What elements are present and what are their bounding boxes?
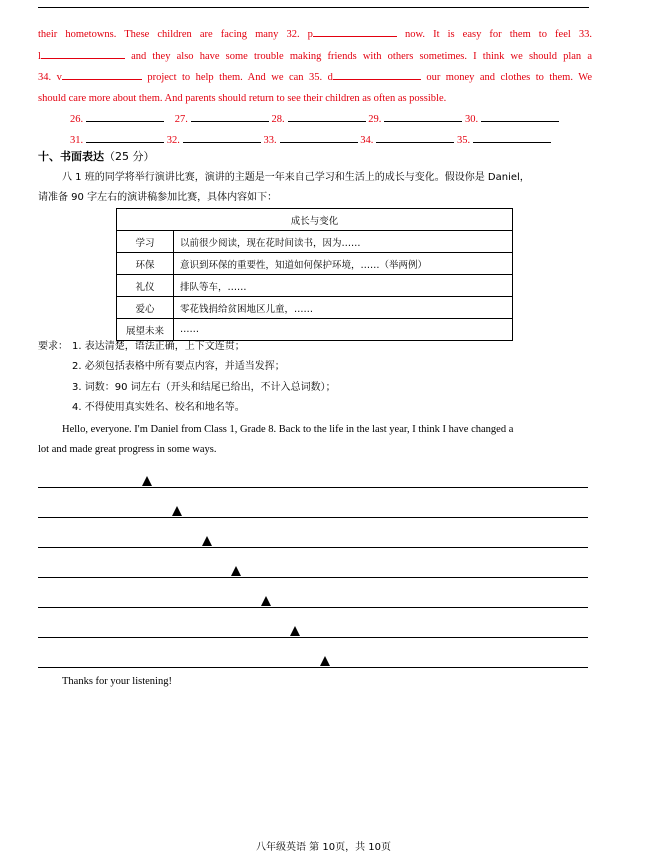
writing-line[interactable] xyxy=(38,547,588,548)
answer-blank[interactable]: 30. xyxy=(465,110,559,125)
answer-blank[interactable]: 27. xyxy=(175,110,269,125)
table-key: 环保 xyxy=(117,253,174,275)
blank-32[interactable] xyxy=(313,24,397,37)
answer-row-2 xyxy=(70,131,551,146)
table-key: 爱心 xyxy=(117,297,174,319)
writing-line[interactable] xyxy=(38,517,588,518)
requirement-item: 2. 必须包括表格中所有要点内容，并适当发挥； xyxy=(72,361,285,372)
answer-blank[interactable]: 32. xyxy=(167,131,261,146)
passage-line-4: should care more about them. And parents should return to see their children as often as possible. xyxy=(38,93,447,105)
section-title: 十、书面表达 xyxy=(38,150,104,163)
table-row xyxy=(117,253,513,275)
triangle-marker-icon xyxy=(290,626,300,636)
requirement-item: 4. 不得使用真实姓名、校名和地名等。 xyxy=(72,402,245,413)
table-value: 意识到环保的重要性，知道如何保护环境，……（举两例） xyxy=(174,253,513,275)
writing-line[interactable] xyxy=(38,637,588,638)
table-row xyxy=(117,231,513,253)
triangle-marker-icon xyxy=(142,476,152,486)
table-row xyxy=(117,297,513,319)
answer-blank[interactable]: 26. xyxy=(70,110,164,125)
section-heading xyxy=(38,148,155,164)
answer-blank[interactable]: 35. xyxy=(457,131,551,146)
triangle-marker-icon xyxy=(320,656,330,666)
answer-blank[interactable]: 33. xyxy=(264,131,358,146)
writing-line[interactable] xyxy=(38,667,588,668)
table-header: 成长与变化 xyxy=(117,209,513,231)
answer-blank[interactable]: 31. xyxy=(70,131,164,146)
cloze-passage xyxy=(38,24,592,110)
requirement-item: 1. 表达清楚，语法正确，上下文连贯； xyxy=(72,341,245,352)
table-row xyxy=(117,275,513,297)
table-key: 学习 xyxy=(117,231,174,253)
essay-opening-line-1: Hello, everyone. I'm Daniel from Class 1, Grade 8. Back to the life in the last year, I think I have changed a xyxy=(62,424,514,435)
triangle-marker-icon xyxy=(202,536,212,546)
table-header-row xyxy=(117,209,513,231)
table-value: 排队等车，…… xyxy=(174,275,513,297)
requirement-item: 3. 词数：90 词左右（开头和结尾已给出，不计入总词数）； xyxy=(72,382,336,393)
blank-35[interactable] xyxy=(333,67,421,80)
essay-closing: Thanks for your listening! xyxy=(62,676,172,687)
blank-34[interactable] xyxy=(62,67,142,80)
triangle-marker-icon xyxy=(261,596,271,606)
writing-line[interactable] xyxy=(38,577,588,578)
passage-line-3: 34. v project to help them. And we can 35. d our money and clothes to them. We xyxy=(38,67,592,89)
requirements-label: 要求： xyxy=(38,341,68,352)
triangle-marker-icon xyxy=(231,566,241,576)
prompt-line-1: 八 1 班的同学将举行演讲比赛，演讲的主题是一年来自己学习和生活上的成长与变化。假设你是 Daniel， xyxy=(62,172,530,183)
table-value: 以前很少阅读，现在花时间读书，因为…… xyxy=(174,231,513,253)
top-divider xyxy=(38,7,589,8)
prompt-line-2: 请准备 90 字左右的演讲稿参加比赛，具体内容如下： xyxy=(38,192,278,203)
answer-blank[interactable]: 28. xyxy=(272,110,366,125)
answer-blank[interactable]: 29. xyxy=(368,110,462,125)
table-key: 礼仪 xyxy=(117,275,174,297)
content-table xyxy=(116,208,513,341)
passage-line-2: l and they also have some trouble making friends with others sometimes. I think we should plan a xyxy=(38,46,592,68)
blank-33[interactable] xyxy=(41,46,125,59)
answer-blank[interactable]: 34. xyxy=(360,131,454,146)
table-key: 展望未来 xyxy=(117,319,174,341)
triangle-marker-icon xyxy=(172,506,182,516)
section-score: （25 分） xyxy=(104,150,155,163)
table-value: 零花钱捐给贫困地区儿童，…… xyxy=(174,297,513,319)
writing-line[interactable] xyxy=(38,607,588,608)
essay-opening-line-2: lot and made great progress in some ways. xyxy=(38,444,217,455)
writing-line[interactable] xyxy=(38,487,588,488)
passage-line-1: their hometowns. These children are facing many 32. p now. It is easy for them to feel 33. xyxy=(38,24,592,46)
table-value: …… xyxy=(174,319,513,341)
answer-row-1 xyxy=(70,110,559,125)
page-footer: 八年级英语 第 10页，共 10页 xyxy=(256,842,391,853)
